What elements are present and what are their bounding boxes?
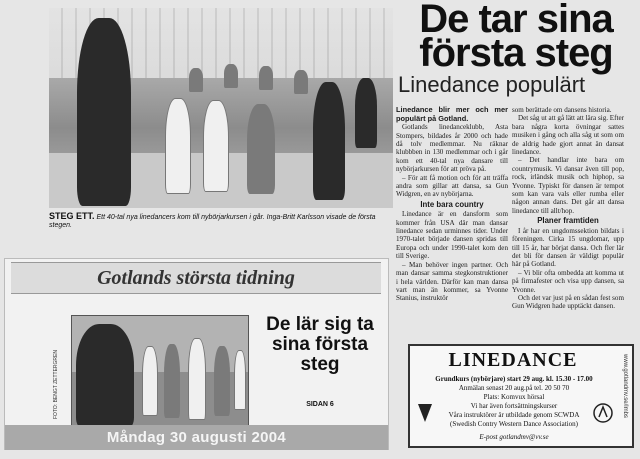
article-paragraph: I år har en ungdomssektion bildats i föreningen. Cirka 15 ungdomar, upp till 15 år, har börjat dansa. Och fler lär det bli för dansen är väldigt populär här på Gotland. [512,226,624,269]
ad-title: LINEDANCE [448,349,578,371]
asta-stompers-logo-icon [592,402,614,424]
article-subheading: Planer framtiden [537,216,599,226]
article-paragraph: Linedance blir mer och mer populärt på Gotland. [396,105,508,123]
headline-line-2: första steg [419,31,613,75]
article-paragraph: – Det handlar inte bara om countrymusik. Vi dansar även till pop, rock, irländsk musik och hiphop, sa Yvonne. Typiskt för dansen är tempot som kan vara vals eller rumba eller någon annan dans. Det går att dansa linedance till allt/hop. [512,156,624,215]
clipping-date-bar [5,425,388,450]
ad-line-association: (Swedish Contry Western Dance Association) [449,420,578,428]
vuxenskolan-logo-icon [416,402,434,424]
clipping-photo [71,315,249,429]
main-photo-caption [49,212,393,230]
article-column-1 [396,105,508,303]
ad-url: www.gotlandmv.se/lmbs [622,354,628,418]
article-paragraph: som berättade om dansens historia. [512,106,612,114]
article-headline [396,0,636,75]
clipping-date: Måndag 30 augusti 2004 [106,429,287,446]
article-paragraph: Gotlands linedanceklubb, Asta Stompers, bildades år 2000 och hade då tolv medlemmar. Nu räknar klubbben in 130 medlemmar och i går kom ett 40-tal nya dansare till nybörjarkursen för att pröva på. [396,123,508,174]
ad-line-course: Grundkurs (nybörjare) start 29 aug. kl. 15.30 - 17.00 [435,375,593,383]
article-paragraph: Linedance är en dansform som kommer från USA där man dansar linedance sedan urminnes tider. Under 1970-talet började dansen spridas till Europa och under 1990-talet kom den till Sverige. [396,210,508,261]
article-subheading: Inte bara country [420,199,484,209]
article-paragraph: Och det var just på en sådan fest som Gun Widgren hade upptäckt dansen. [512,293,624,311]
article-subhead: Linedance populärt [398,72,586,97]
ad-email: E-post gotlandmv@vv.se [479,433,549,441]
headline-line-1: De tar sina [419,0,613,41]
clipping-page-ref: SIDAN 6 [306,401,334,408]
clipping-headline: De lär sig ta sina första steg [266,314,374,375]
caption-text: Ett 40-tal nya linedancers kom till nybörjarkursen i går. Inga-Britt Karlsson visade de första stegen. [49,214,376,229]
ad-line-place: Plats: Komvux hörsal [483,393,545,401]
clipping-banner [11,262,381,294]
caption-label: STEG ETT. [49,211,95,221]
article-paragraph: – Vi blir ofta ombedda att komma ut på firmafester och visa upp dansen, sa Yvonne. [512,268,624,294]
ad-line-instructors: Våra instruktörer är utbildade genom SCWDA [448,411,580,419]
main-photo [49,8,393,208]
article-paragraph: – Man behöver ingen partner. Och man dansar samma stegkonstruktioner i hela världen. Därför kan man dansa vart man än kommer, sa Yvonne Stanius, instruktör [396,260,508,303]
article-paragraph: – För att få motion och för att träffa andra som gillar att dansa, sa Gun Widgren, en av nybörjarna. [396,173,508,199]
front-page-clipping [4,258,389,450]
ad-line-continue: Vi har även fortsättningskurser [470,402,558,410]
ad-line-signup: Anmälan senast 20 aug.på tel. 20 50 70 [458,384,570,392]
article-paragraph: Det såg ut att gå lätt att lära sig. Efter bara några korta övningar sattes musiken i gång och alla såg ut som om de aldrig hade gjort annat än dansat linedance. [512,114,624,157]
linedance-ad [408,344,634,448]
photo-credit: FOTO: BENGT ZETTERGREN [53,350,59,419]
clipping-banner-text: Gotlands största tidning [97,267,295,289]
